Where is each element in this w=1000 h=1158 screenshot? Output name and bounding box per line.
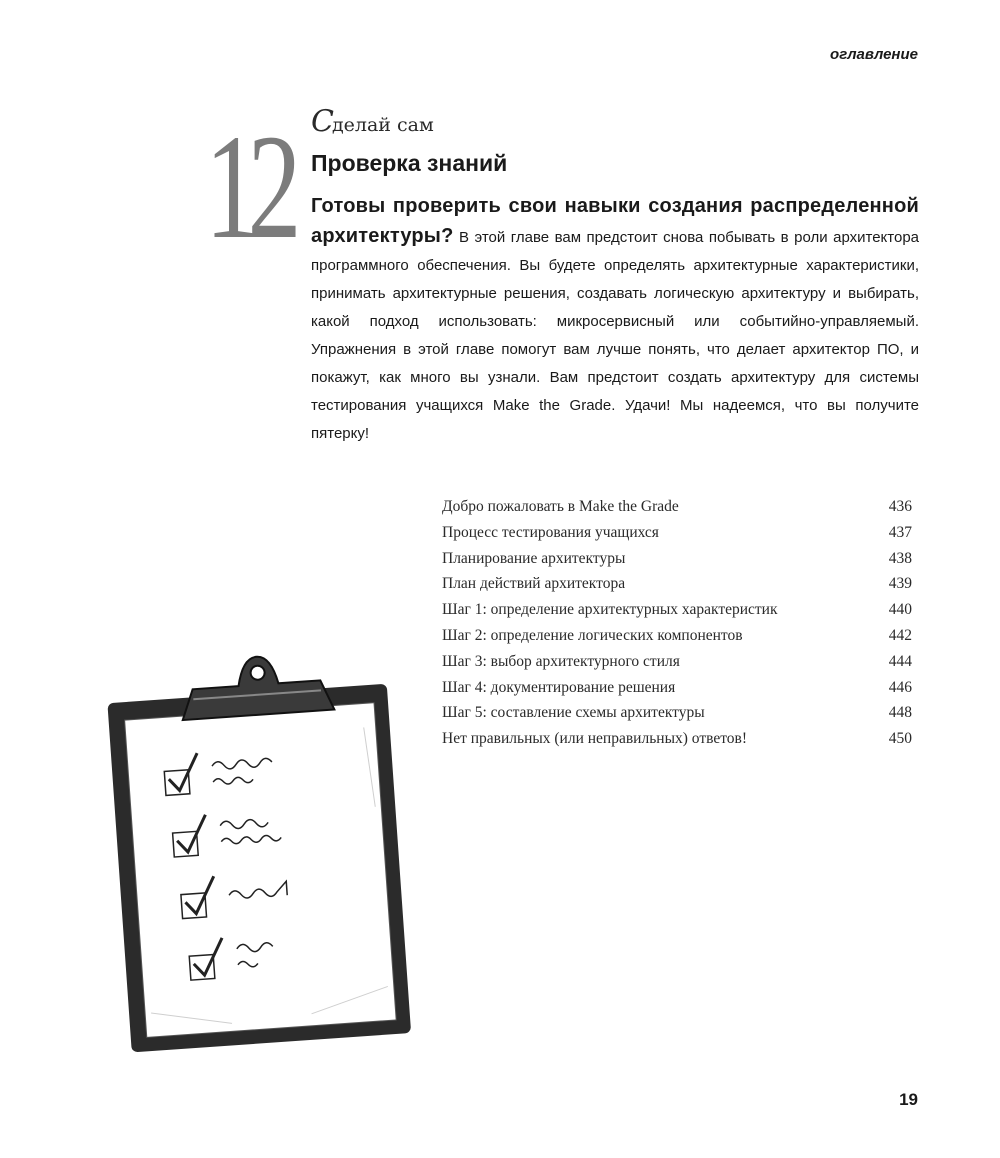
toc-entry-title: Шаг 2: определение логических компонентов (442, 626, 743, 644)
chapter-title: Проверка знаний (311, 150, 508, 176)
toc-entry[interactable] (442, 726, 912, 752)
chapter-kicker (311, 104, 434, 139)
toc-entry-title: Планирование архитектуры (442, 549, 626, 567)
toc-entry-page: 446 (888, 678, 912, 696)
kicker-initial: С (311, 104, 334, 139)
toc-entry-page: 437 (888, 523, 912, 541)
toc-entry-title: Процесс тестирования учащихся (442, 523, 659, 541)
toc-entry[interactable] (442, 520, 912, 546)
toc-entry[interactable] (442, 623, 912, 649)
toc-list (442, 494, 912, 752)
toc-entry-title: Добро пожаловать в Make the Grade (442, 498, 679, 515)
toc-entry[interactable] (442, 571, 912, 597)
toc-entry-page: 438 (888, 549, 912, 567)
toc-entry-page: 440 (888, 601, 912, 619)
clip-hole (250, 665, 265, 680)
toc-entry-page: 448 (888, 704, 912, 722)
toc-entry-title: Нет правильных (или неправильных) ответов! (442, 730, 747, 748)
toc-entry-title: Шаг 1: определение архитектурных характеристик (442, 601, 778, 619)
chapter-number: 12 (205, 104, 290, 270)
toc-entry[interactable] (442, 494, 912, 520)
clipboard-paper (125, 703, 397, 1038)
toc-entry[interactable] (442, 546, 912, 572)
toc-entry-page: 450 (888, 730, 912, 748)
toc-entry-title: План действий архитектора (442, 575, 626, 593)
toc-entry-title: Шаг 4: документирование решения (442, 678, 676, 696)
chapter-intro (311, 192, 919, 448)
intro-body: В этой главе вам предстоит снова побывать в роли архитектора программного обеспечения. Вы будете определять архитектурные характеристики, принимать архитектурные решения, создавать логическую архитектуру и выбирать, какой подход использовать: микросервисный или событийно-управляемый. Упражнения в этой главе помогут вам лучше понять, что делает архитектор ПО, и покажут, как много вы узнали. Вам предстоит создать архитектуру для системы тестирования учащихся Make the Grade. Удачи! Мы надеемся, что вы получите пятерку! (311, 229, 919, 442)
toc-entry-page: 444 (888, 652, 912, 670)
toc-entry-title: Шаг 5: составление схемы архитектуры (442, 704, 705, 722)
toc-entry[interactable] (442, 649, 912, 675)
kicker-rest: делай сам (331, 114, 434, 136)
toc-entry[interactable] (442, 700, 912, 726)
toc-entry-page: 442 (888, 626, 912, 644)
running-head: оглавление (830, 46, 918, 63)
toc-entry[interactable] (442, 675, 912, 701)
toc-entry-title: Шаг 3: выбор архитектурного стиля (442, 652, 680, 670)
clipboard-illustration (100, 645, 420, 1055)
intro-lead: Готовы проверить свои навыки создания распределенной архитектуры? (311, 195, 919, 247)
toc-entry[interactable] (442, 597, 912, 623)
toc-entry-page: 439 (888, 575, 912, 593)
page-number: 19 (899, 1090, 918, 1109)
clip-icon (179, 652, 335, 720)
toc-entry-page: 436 (888, 498, 912, 515)
